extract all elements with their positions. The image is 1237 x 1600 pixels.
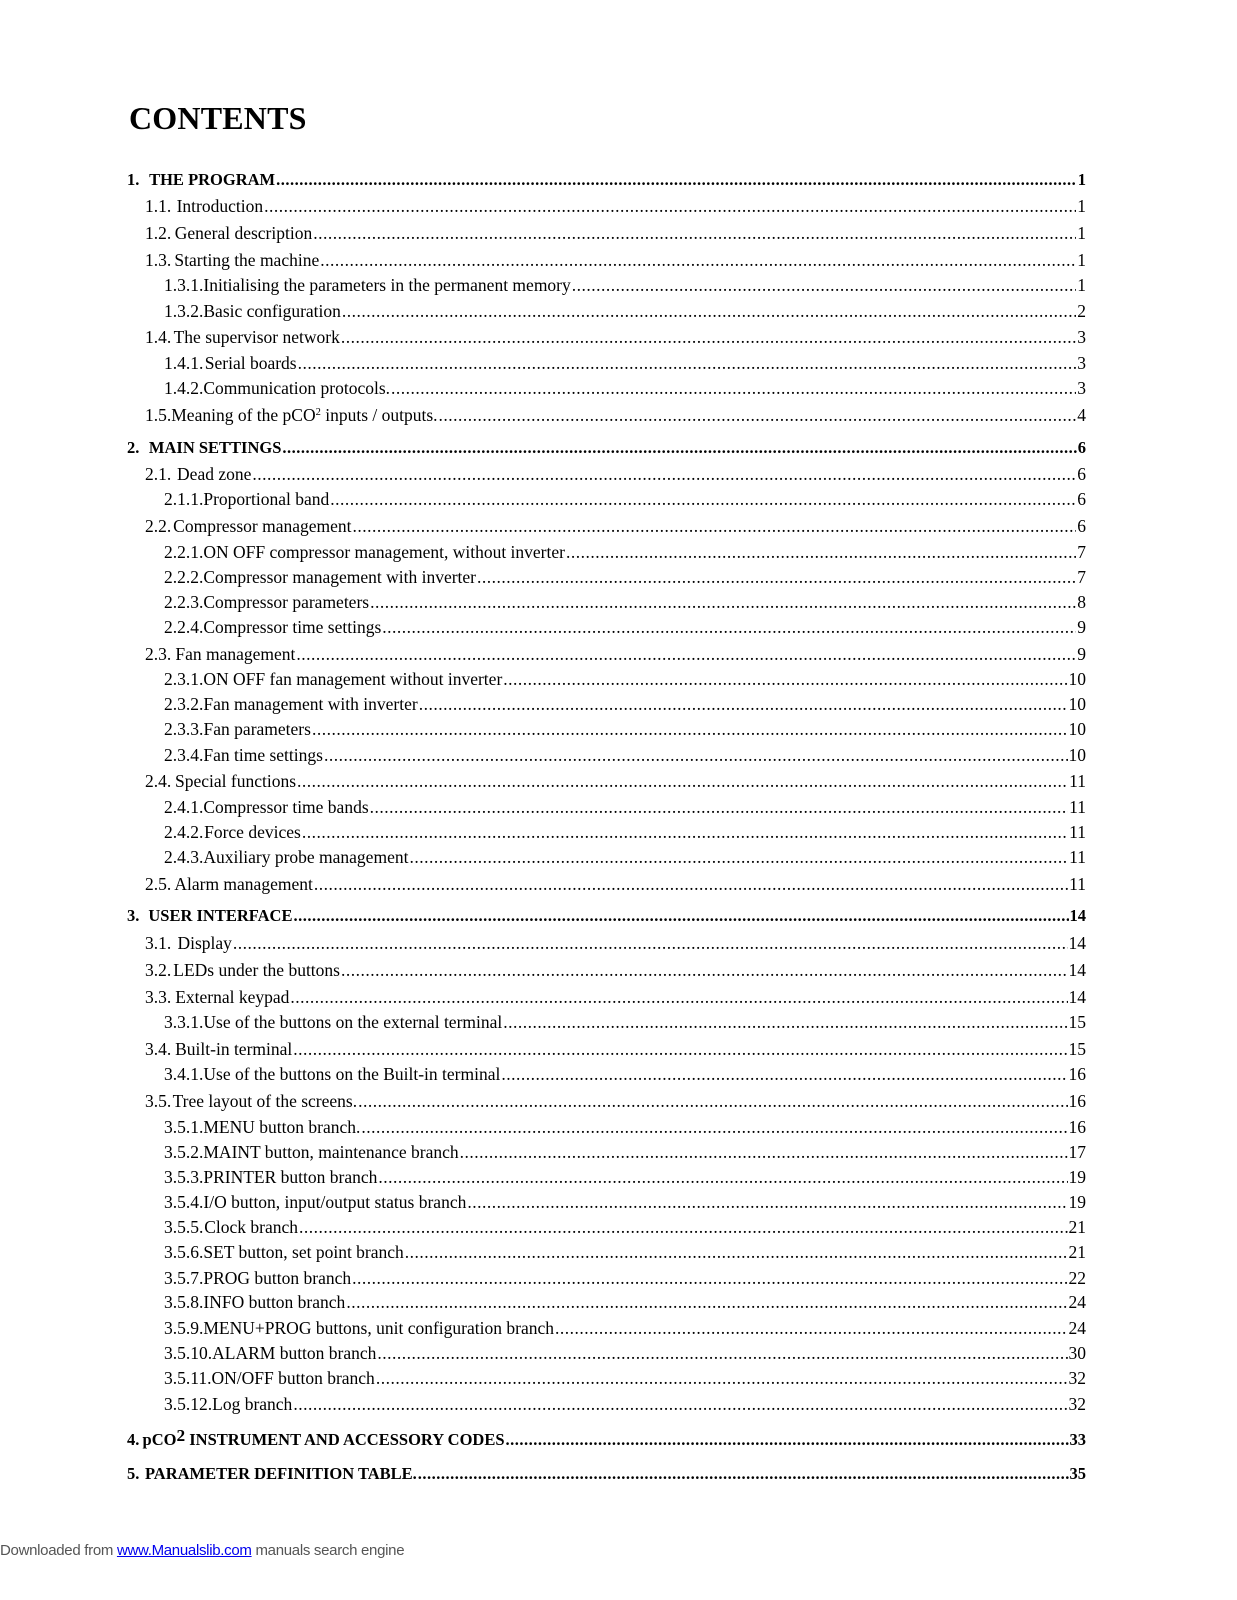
- toc-entry-page: 3: [1077, 378, 1086, 398]
- toc-entry[interactable]: [164, 591, 1086, 613]
- toc-entry-title: MAINT button, maintenance branch: [203, 1142, 459, 1162]
- toc-entry[interactable]: [164, 1191, 1086, 1213]
- toc-entry[interactable]: [164, 796, 1086, 818]
- dot-leader: [296, 643, 1076, 665]
- toc-entry-number: 2.3.: [145, 644, 172, 664]
- toc-entry-title: MAIN SETTINGS: [148, 438, 282, 457]
- toc-entry[interactable]: [145, 932, 1086, 954]
- toc-entry-page: 1: [1077, 223, 1086, 243]
- dot-leader: [555, 1317, 1068, 1339]
- toc-entry-title: Clock branch: [204, 1217, 299, 1237]
- toc-entry-title: Basic configuration: [203, 301, 341, 321]
- dot-leader: [477, 566, 1076, 588]
- toc-entry-number: 3.3.: [145, 987, 172, 1007]
- dot-leader: [264, 195, 1076, 217]
- dot-leader: [391, 377, 1076, 399]
- toc-entry-page: 3: [1077, 327, 1086, 347]
- toc-entry-page: 6: [1077, 438, 1086, 457]
- toc-entry-page: 1: [1077, 170, 1086, 189]
- toc-entry-title: Auxiliary probe management: [203, 847, 409, 867]
- toc-entry[interactable]: [164, 1116, 1086, 1138]
- toc-entry-title: Log branch: [212, 1394, 293, 1414]
- dot-leader: [290, 986, 1067, 1008]
- toc-entry-page: 16: [1068, 1117, 1086, 1137]
- toc-entry-page: 1: [1077, 275, 1086, 295]
- toc-entry[interactable]: [164, 488, 1086, 510]
- toc-entry[interactable]: [164, 541, 1086, 563]
- toc-entry[interactable]: [164, 1393, 1086, 1415]
- dot-leader: [501, 1063, 1067, 1085]
- dot-leader: [324, 744, 1068, 766]
- dot-leader: [376, 1367, 1068, 1389]
- toc-entry-page: 15: [1068, 1012, 1086, 1032]
- dot-leader: [382, 616, 1076, 638]
- toc-entry-title: Fan management with inverter: [203, 694, 418, 714]
- toc-entry-number: 1.3.1.: [164, 275, 204, 295]
- toc-entry-page: 21: [1068, 1242, 1086, 1262]
- toc-entry-title: Meaning of the pCO$^2$ inputs / outputs.: [171, 405, 438, 425]
- toc-entry-number: 3.: [127, 906, 140, 925]
- toc-entry-number: 1.3.: [145, 250, 172, 270]
- toc-entry-page: 7: [1077, 542, 1086, 562]
- toc-entry-number: 1.3.2.: [164, 301, 204, 321]
- toc-entry-number: 2.4.2.: [164, 822, 204, 842]
- toc-entry-title: Built-in terminal: [175, 1039, 293, 1059]
- toc-entry[interactable]: [145, 643, 1086, 665]
- toc-entry-number: 3.5.12.: [164, 1394, 213, 1414]
- toc-entry[interactable]: [164, 744, 1086, 766]
- toc-entry[interactable]: [127, 169, 1086, 191]
- toc-entry-number: 3.2.: [145, 960, 172, 980]
- toc-entry-number: 3.5.5.: [164, 1217, 204, 1237]
- toc-entry-title: ALARM button branch: [212, 1343, 377, 1363]
- dot-leader: [467, 1191, 1067, 1213]
- toc-entry-title: Compressor management: [173, 516, 352, 536]
- toc-entry-page: 30: [1068, 1343, 1086, 1363]
- toc-entry-page: 11: [1069, 847, 1086, 867]
- toc-entry[interactable]: [145, 986, 1086, 1008]
- toc-entry-page: 24: [1068, 1318, 1086, 1338]
- toc-entry[interactable]: [164, 668, 1086, 690]
- toc-entry-title: Fan parameters: [203, 719, 311, 739]
- toc-entry-title: Display: [177, 933, 232, 953]
- toc-entry-page: 1: [1077, 196, 1086, 216]
- toc-entry-page: 10: [1068, 694, 1086, 714]
- toc-entry-title: MENU+PROG buttons, unit configuration branch: [203, 1318, 554, 1338]
- toc-entry-title: Fan management: [175, 644, 296, 664]
- toc-entry-title: Compressor parameters: [203, 592, 370, 612]
- toc-entry-page: 9: [1077, 644, 1086, 664]
- toc-entry[interactable]: [145, 1038, 1086, 1060]
- toc-entry[interactable]: [145, 195, 1086, 217]
- toc-entry-number: 2.5.: [145, 874, 172, 894]
- toc-entry-page: 24: [1068, 1292, 1086, 1312]
- dot-leader: [460, 1141, 1068, 1163]
- toc-entry-number: 3.5.10.: [164, 1343, 213, 1363]
- dot-leader: [378, 1166, 1067, 1188]
- toc-entry[interactable]: [127, 1463, 1086, 1485]
- dot-leader: [293, 905, 1068, 927]
- toc-entry-number: 5.: [127, 1464, 140, 1483]
- toc-entry[interactable]: [164, 1267, 1086, 1289]
- dot-leader: [370, 796, 1069, 818]
- dot-leader: [370, 591, 1076, 613]
- toc-entry-title: Special functions: [175, 771, 297, 791]
- toc-entry-title: Starting the machine: [174, 250, 320, 270]
- toc-entry-page: 16: [1068, 1091, 1086, 1111]
- dot-leader: [572, 274, 1076, 296]
- dot-leader: [252, 463, 1076, 485]
- toc-entry-title: PROG button branch: [203, 1268, 352, 1288]
- toc-entry[interactable]: [164, 846, 1086, 868]
- toc-entry-title: Use of the buttons on the Built-in terminal: [203, 1064, 501, 1084]
- toc-entry-title: ON OFF compressor management, without inverter: [203, 542, 565, 562]
- toc-entry-number: 1.5.: [145, 405, 172, 425]
- toc-entry[interactable]: [145, 873, 1086, 895]
- toc-entry[interactable]: [164, 616, 1086, 638]
- toc-entry-number: 3.5.: [145, 1091, 172, 1111]
- toc-entry[interactable]: [164, 352, 1086, 374]
- page-title: CONTENTS: [129, 100, 307, 136]
- footer-suffix: manuals search engine: [251, 1542, 405, 1559]
- manualslib-link[interactable]: www.Manualslib.com: [116, 1542, 252, 1559]
- toc-entry-title: LEDs under the buttons: [173, 960, 340, 980]
- toc-entry-page: 11: [1069, 797, 1086, 817]
- toc-entry[interactable]: [164, 1011, 1086, 1033]
- toc-entry-page: 2: [1077, 301, 1086, 321]
- toc-entry-page: 6: [1077, 489, 1086, 509]
- toc-entry-title: THE PROGRAM: [149, 170, 276, 189]
- toc-entry[interactable]: [164, 1342, 1086, 1364]
- dot-leader: [312, 718, 1068, 740]
- toc-entry-number: 3.3.1.: [164, 1012, 204, 1032]
- toc-entry-page: 32: [1068, 1394, 1086, 1414]
- toc-entry[interactable]: [164, 1291, 1086, 1313]
- toc-entry-title: Dead zone: [177, 464, 252, 484]
- dot-leader: [503, 1011, 1067, 1033]
- toc-entry-page: 15: [1068, 1039, 1086, 1059]
- toc-entry-page: 10: [1068, 719, 1086, 739]
- toc-entry-page: 10: [1068, 745, 1086, 765]
- toc-entry-page: 16: [1068, 1064, 1086, 1084]
- toc-entry-title: Use of the buttons on the external terminal: [203, 1012, 503, 1032]
- toc-entry-page: 7: [1077, 567, 1086, 587]
- toc-entry-number: 2.2.4.: [164, 617, 204, 637]
- toc-entry-title: Serial boards: [204, 353, 297, 373]
- toc-entry-number: 3.5.9.: [164, 1318, 204, 1338]
- toc-entry-number: 2.4.: [145, 771, 172, 791]
- toc-entry-number: 1.4.2.: [164, 378, 204, 398]
- toc-entry-number: 1.4.1.: [164, 353, 204, 373]
- toc-entry-title: Tree layout of the screens.: [172, 1091, 358, 1111]
- toc-entry-page: 17: [1068, 1142, 1086, 1162]
- dot-leader: [405, 1241, 1068, 1263]
- toc-entry-page: 21: [1068, 1217, 1086, 1237]
- toc-entry-number: 3.5.3.: [164, 1167, 204, 1187]
- toc-entry-number: 3.5.6.: [164, 1242, 204, 1262]
- toc-entry-number: 1.1.: [145, 196, 172, 216]
- dot-leader: [418, 1463, 1069, 1485]
- toc-entry-number: 2.2.: [145, 516, 172, 536]
- toc-entry[interactable]: [164, 1063, 1086, 1085]
- toc-entry[interactable]: [164, 693, 1086, 715]
- dot-leader: [299, 1216, 1067, 1238]
- dot-leader: [341, 326, 1076, 348]
- toc-entry[interactable]: [145, 463, 1086, 485]
- dot-leader: [439, 404, 1077, 426]
- toc-entry[interactable]: [164, 377, 1086, 399]
- toc-entry-title: USER INTERFACE: [148, 906, 293, 925]
- toc-entry-page: 32: [1068, 1368, 1086, 1388]
- toc-entry-number: 1.2.: [145, 223, 172, 243]
- toc-entry-title: I/O button, input/output status branch: [203, 1192, 467, 1212]
- dot-leader: [506, 1429, 1069, 1451]
- dot-leader: [320, 249, 1076, 271]
- toc-entry-number: 3.5.1.: [164, 1117, 204, 1137]
- toc-entry-number: 4.: [127, 1430, 140, 1449]
- footer-prefix: Downloaded from: [0, 1542, 117, 1559]
- toc-entry-title: Compressor management with inverter: [203, 567, 477, 587]
- toc-entry-title: Compressor time bands: [203, 797, 369, 817]
- toc-entry[interactable]: [164, 1241, 1086, 1263]
- dot-leader: [358, 1090, 1067, 1112]
- toc-entry[interactable]: [164, 300, 1086, 322]
- toc-entry[interactable]: [164, 718, 1086, 740]
- dot-leader: [409, 846, 1068, 868]
- toc-entry[interactable]: [164, 1216, 1086, 1238]
- toc-entry[interactable]: [145, 249, 1086, 271]
- toc-entry-title: Force devices: [204, 822, 301, 842]
- toc-entry-page: 19: [1068, 1167, 1086, 1187]
- toc-entry-number: 2.3.2.: [164, 694, 204, 714]
- toc-entry-title: Compressor time settings: [203, 617, 382, 637]
- toc-entry-title: PARAMETER DEFINITION TABLE.: [144, 1464, 417, 1483]
- toc-entry-title: PRINTER button branch: [203, 1167, 378, 1187]
- toc-entry-title: Initialising the parameters in the permanent memory: [203, 275, 571, 295]
- toc-entry[interactable]: [164, 1367, 1086, 1389]
- dot-leader: [298, 352, 1077, 374]
- toc-entry-number: 2.1.: [145, 464, 172, 484]
- toc-entry[interactable]: [145, 404, 1086, 426]
- toc-entry-title: Alarm management: [174, 874, 313, 894]
- toc-entry-page: 14: [1068, 933, 1086, 953]
- toc-entry-title: Fan time settings: [203, 745, 323, 765]
- dot-leader: [282, 437, 1076, 459]
- toc-entry-number: 2.4.1.: [164, 797, 204, 817]
- toc-entry[interactable]: [164, 1166, 1086, 1188]
- toc-entry-number: 3.4.: [145, 1039, 172, 1059]
- toc-entry[interactable]: [145, 1090, 1086, 1112]
- toc-entry-number: 3.5.11.: [164, 1368, 212, 1388]
- toc-entry-title: pCO$^2$ INSTRUMENT AND ACCESSORY CODES: [142, 1426, 505, 1449]
- toc-entry[interactable]: [164, 1317, 1086, 1339]
- toc-entry-title: The supervisor network: [173, 327, 340, 347]
- dot-leader: [314, 873, 1068, 895]
- dot-leader: [293, 1393, 1067, 1415]
- toc-entry-page: 11: [1069, 874, 1086, 894]
- dot-leader: [342, 300, 1076, 322]
- dot-leader: [503, 668, 1067, 690]
- dot-leader: [419, 693, 1068, 715]
- toc-entry-page: 1: [1077, 250, 1086, 270]
- toc-entry-number: 2.2.1.: [164, 542, 204, 562]
- toc-entry-number: 2.2.3.: [164, 592, 204, 612]
- toc-entry-number: 3.5.4.: [164, 1192, 204, 1212]
- dot-leader: [293, 1038, 1067, 1060]
- toc-entry-title: MENU button branch.: [203, 1117, 361, 1137]
- toc-entry-number: 3.4.1.: [164, 1064, 204, 1084]
- toc-entry-number: 2.3.3.: [164, 719, 204, 739]
- toc-entry[interactable]: [127, 905, 1086, 927]
- toc-entry-number: 1.: [127, 170, 140, 189]
- toc-entry-number: 3.5.8.: [164, 1292, 204, 1312]
- toc-entry-page: 33: [1069, 1430, 1086, 1449]
- dot-leader: [352, 1267, 1067, 1289]
- dot-leader: [377, 1342, 1067, 1364]
- toc-entry[interactable]: [127, 1426, 1086, 1451]
- toc-entry-number: 2.1.1.: [164, 489, 204, 509]
- toc-entry-title: ON/OFF button branch: [211, 1368, 375, 1388]
- toc-entry-page: 19: [1068, 1192, 1086, 1212]
- dot-leader: [313, 222, 1076, 244]
- toc-entry-page: 9: [1077, 617, 1086, 637]
- toc-entry-number: 2.4.3.: [164, 847, 204, 867]
- download-footer: [0, 1542, 404, 1559]
- toc-entry-page: 3: [1077, 353, 1086, 373]
- toc-entry-page: 10: [1068, 669, 1086, 689]
- toc-entry-page: 14: [1068, 960, 1086, 980]
- toc-entry-number: 2.3.4.: [164, 745, 204, 765]
- dot-leader: [297, 770, 1068, 792]
- dot-leader: [361, 1116, 1067, 1138]
- toc-entry[interactable]: [164, 274, 1086, 296]
- dot-leader: [346, 1291, 1067, 1313]
- toc-entry-title: SET button, set point branch: [203, 1242, 404, 1262]
- toc-entry-number: 3.1.: [145, 933, 172, 953]
- toc-entry-page: 6: [1077, 516, 1086, 536]
- dot-leader: [341, 959, 1068, 981]
- toc-entry[interactable]: [145, 770, 1086, 792]
- toc-entry[interactable]: [145, 326, 1086, 348]
- toc-entry-page: 11: [1069, 771, 1086, 791]
- toc-entry[interactable]: [164, 821, 1086, 843]
- dot-leader: [302, 821, 1068, 843]
- toc-entry-page: 4: [1077, 405, 1086, 425]
- toc-entry-number: 3.5.7.: [164, 1268, 204, 1288]
- toc-entry-page: 14: [1069, 906, 1086, 925]
- toc-entry-title: Introduction: [176, 196, 264, 216]
- toc-entry-page: 6: [1077, 464, 1086, 484]
- toc-entry-number: 2.3.1.: [164, 669, 204, 689]
- toc-entry[interactable]: [164, 1141, 1086, 1163]
- dot-leader: [566, 541, 1076, 563]
- toc-entry-number: 3.5.2.: [164, 1142, 204, 1162]
- dot-leader: [353, 515, 1077, 537]
- toc-entry-page: 35: [1069, 1464, 1086, 1483]
- toc-entry[interactable]: [145, 959, 1086, 981]
- dot-leader: [330, 488, 1076, 510]
- toc-entry[interactable]: [145, 515, 1086, 537]
- toc-entry-title: General description: [174, 223, 313, 243]
- toc-entry-title: Communication protocols.: [203, 378, 391, 398]
- toc-entry-page: 14: [1068, 987, 1086, 1007]
- toc-entry-title: ON OFF fan management without inverter: [203, 669, 503, 689]
- toc-entry-number: 2.2.2.: [164, 567, 204, 587]
- dot-leader: [233, 932, 1068, 954]
- toc-entry-page: 22: [1068, 1268, 1086, 1288]
- toc-entry-title: Proportional band: [203, 489, 330, 509]
- toc-entry-number: 2.: [127, 438, 140, 457]
- toc-entry-page: 11: [1069, 822, 1086, 842]
- toc-entry-number: 1.4.: [145, 327, 172, 347]
- dot-leader: [276, 169, 1077, 191]
- toc-entry-title: INFO button branch: [203, 1292, 346, 1312]
- toc-entry[interactable]: [127, 437, 1086, 459]
- toc-entry[interactable]: [145, 222, 1086, 244]
- toc-entry[interactable]: [164, 566, 1086, 588]
- toc-entry-page: 8: [1077, 592, 1086, 612]
- toc-entry-title: External keypad: [175, 987, 290, 1007]
